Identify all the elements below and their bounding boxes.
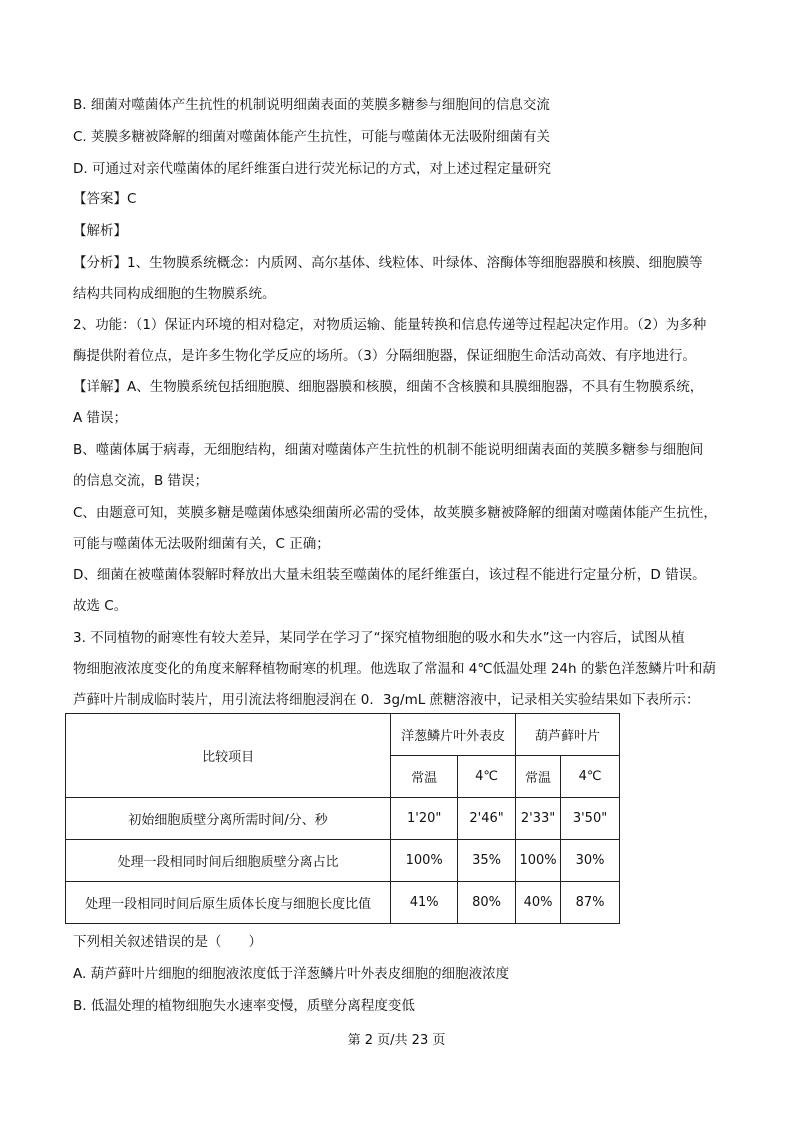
table-row (66, 798, 620, 840)
subheader-cell: 4℃ (458, 756, 516, 798)
function-text-2: 酶提供附着位点，是许多生物化学反应的场所。（3）分隔细胞器，保证细胞生命活动高效、有序地进行。 (73, 348, 696, 364)
option-c: C. 荚膜多糖被降解的细菌对噬菌体能产生抗性，可能与噬菌体无法吸附细菌有关 (73, 129, 551, 145)
detail-b-1: B、噬菌体属于病毒，无细胞结构，细菌对噬菌体产生抗性的机制不能说明细菌表面的荚膜多糖参与细胞间 (73, 442, 704, 458)
table-cell: 41% (391, 882, 458, 924)
subheader-cell: 常温 (516, 756, 561, 798)
detail-c-1: C、由题意可知，荚膜多糖是噬菌体感染细菌所必需的受体，故荚膜多糖被降解的细菌对噬菌体能产生抗性， (73, 505, 717, 521)
detail-b-2: 的信息交流，B 错误； (73, 473, 209, 489)
table-cell: 2'46" (458, 798, 516, 840)
table-cell: 80% (458, 882, 516, 924)
table-cell: 1'20" (391, 798, 458, 840)
header-group-onion: 洋葱鳞片叶外表皮 (391, 714, 516, 756)
function-text-1: 2、功能：（1）保证内环境的相对稳定，对物质运输、能量转换和信息传递等过程起决定作用。（2）为多种 (73, 317, 707, 333)
header-item: 比较项目 (66, 714, 391, 798)
analysis-text-1: 【分析】1、生物膜系统概念：内质网、高尔基体、线粒体、叶绿体、溶酶体等细胞器膜和核膜、细胞膜等 (73, 255, 703, 271)
choose-c: 故选 C。 (73, 598, 128, 614)
header-group-moss: 葫芦藓叶片 (516, 714, 620, 756)
table-row (66, 840, 620, 882)
table-cell: 35% (458, 840, 516, 882)
comparison-table (65, 713, 620, 924)
table-row (66, 882, 620, 924)
question-3-line-1: 3. 不同植物的耐寒性有较大差异，某同学在学习了“探究植物细胞的吸水和失水”这一内容后，试图从植 (73, 630, 685, 646)
page-number: 第 2 页/共 23 页 (347, 1033, 446, 1048)
analysis-label: 【解析】 (73, 223, 127, 239)
table-cell: 40% (516, 882, 561, 924)
table-cell: 100% (516, 840, 561, 882)
table-cell: 2'33" (516, 798, 561, 840)
question-3-line-2: 物细胞液浓度变化的角度来解释植物耐寒的机理。他选取了常温和 4℃低温处理 24h 的紫色洋葱鳞片叶和葫 (73, 661, 716, 677)
option-b: B. 细菌对噬菌体产生抗性的机制说明细菌表面的荚膜多糖参与细胞间的信息交流 (73, 97, 550, 113)
question-3-line-3: 芦藓叶片制成临时装片，用引流法将细胞浸润在 0．3g/mL 蔗糖溶液中，记录相关实验结果如下表所示： (73, 692, 700, 708)
detail-a-1: 【详解】A、生物膜系统包括细胞膜、细胞器膜和核膜，细菌不含核膜和具膜细胞器，不具有生物膜系统， (73, 379, 704, 395)
question-prompt: 下列相关叙述错误的是（ ） (73, 934, 262, 950)
subheader-cell: 4℃ (561, 756, 620, 798)
option-a: A. 葫芦藓叶片细胞的细胞液浓度低于洋葱鳞片叶外表皮细胞的细胞液浓度 (73, 966, 510, 982)
detail-c-2: 可能与噬菌体无法吸附细菌有关，C 正确； (73, 536, 330, 552)
detail-d: D、细菌在被噬菌体裂解时释放出大量未组装至噬菌体的尾纤维蛋白，该过程不能进行定量分析，D 错误。 (73, 567, 706, 583)
table-cell: 87% (561, 882, 620, 924)
subheader-cell: 常温 (391, 756, 458, 798)
detail-a-2: A 错误； (73, 410, 128, 426)
table-cell: 30% (561, 840, 620, 882)
option-d: D. 可通过对亲代噬菌体的尾纤维蛋白进行荧光标记的方式，对上述过程定量研究 (73, 161, 551, 177)
table-cell: 100% (391, 840, 458, 882)
row-label: 初始细胞质壁分离所需时间/分、秒 (66, 798, 391, 840)
analysis-text-2: 结构共同构成细胞的生物膜系统。 (73, 286, 276, 302)
row-label: 处理一段相同时间后细胞质壁分离占比 (66, 840, 391, 882)
row-label: 处理一段相同时间后原生质体长度与细胞长度比值 (66, 882, 391, 924)
table-cell: 3'50" (561, 798, 620, 840)
option-b-q3: B. 低温处理的植物细胞失水速率变慢，质壁分离程度变低 (73, 998, 415, 1014)
answer-label: 【答案】C (73, 191, 137, 207)
